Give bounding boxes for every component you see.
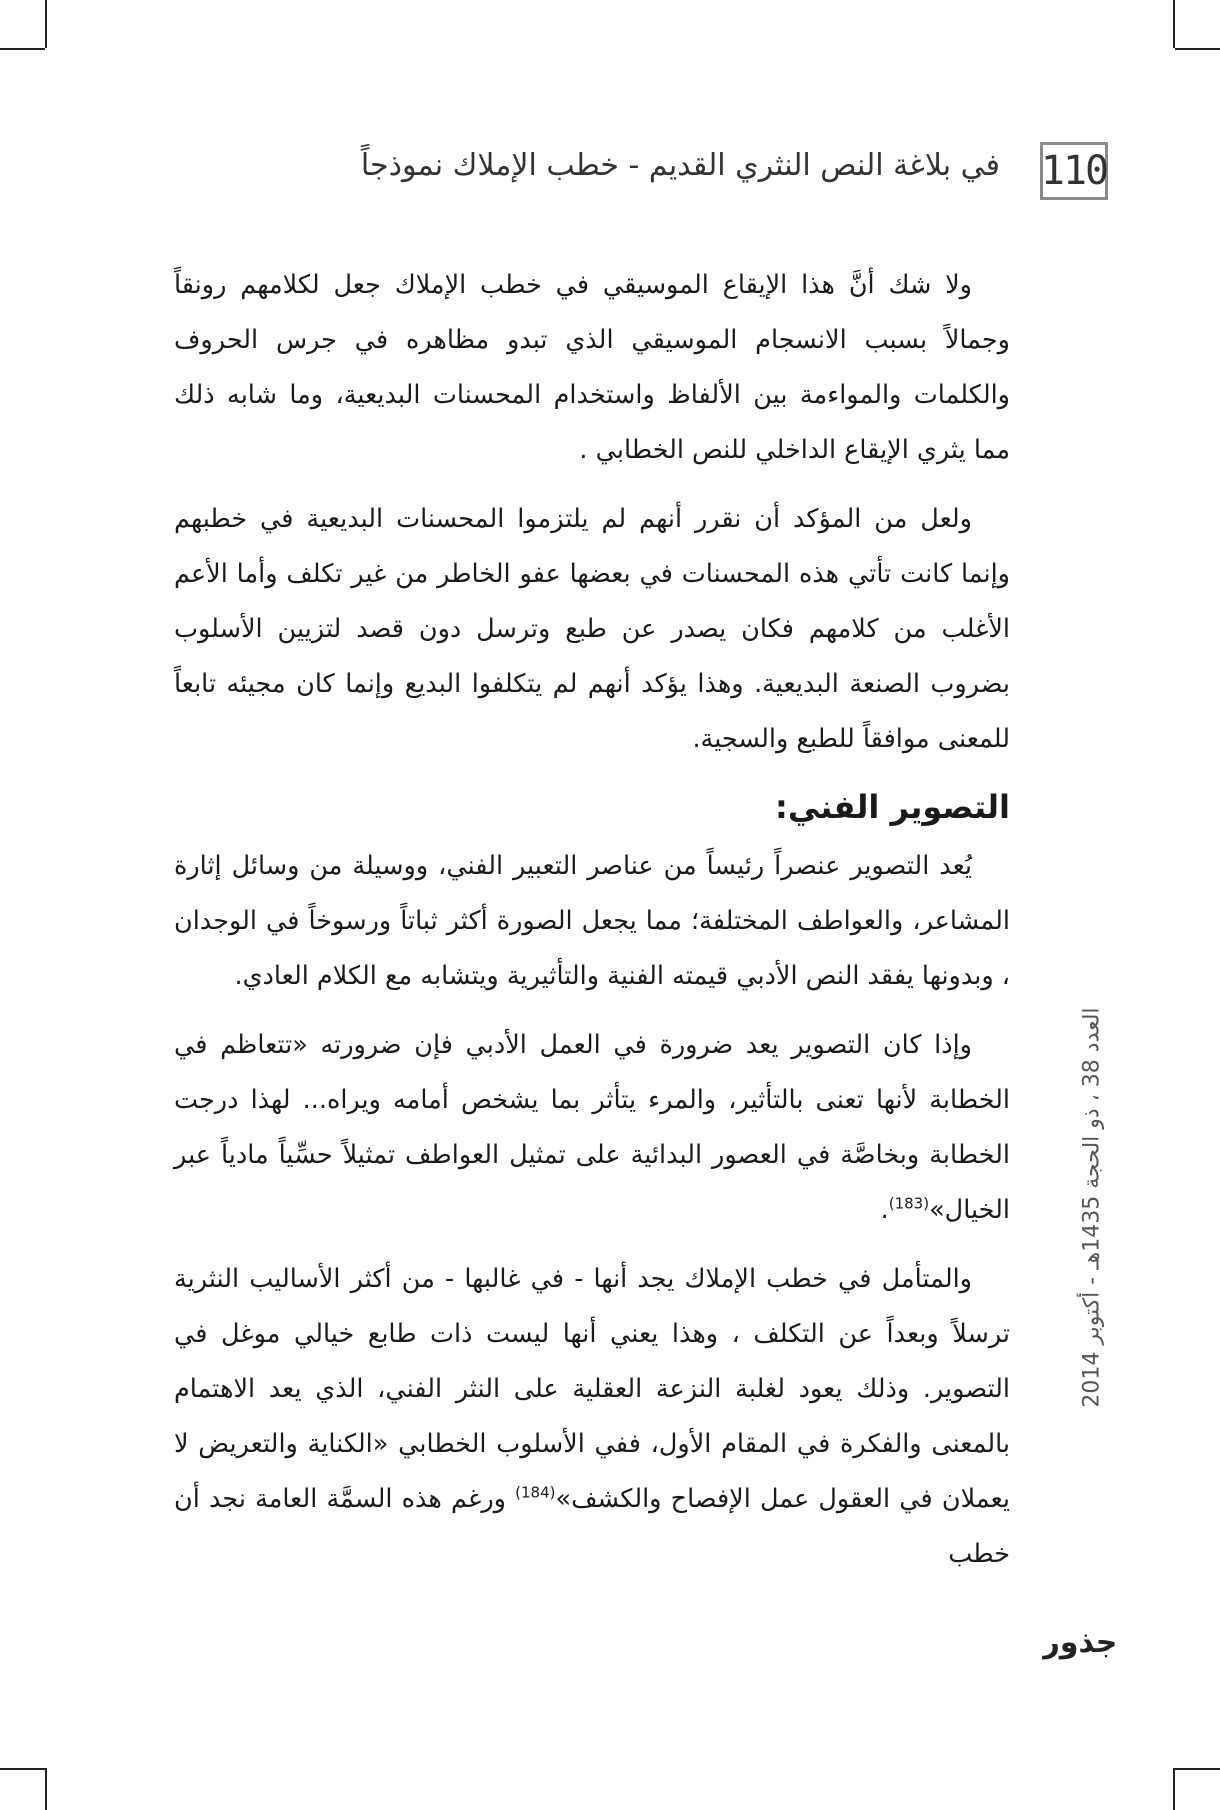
crop-mark bbox=[45, 0, 47, 48]
crop-mark bbox=[45, 1768, 47, 1810]
issue-sidebar bbox=[1080, 928, 1105, 1488]
paragraph-end: . bbox=[880, 1195, 889, 1225]
paragraph bbox=[174, 1018, 1010, 1238]
paragraph-text: ورغم هذه السمَّة العامة نجد أن خطب bbox=[174, 1484, 1010, 1569]
logo-text: جذور bbox=[1042, 1625, 1118, 1660]
footnote-ref[interactable]: (183) bbox=[888, 1194, 930, 1213]
crop-mark bbox=[1175, 1768, 1220, 1770]
paragraph: ولا شك أنَّ هذا الإيقاع الموسيقي في خطب الإملاك جعل لكلامهم رونقاً وجمالاً بسبب الانسجام الموسيقي الذي تبدو مظاهره في جرس الحروف والكلمات والمواءمة بين الألفاظ واستخدام المحسنات البديعية، وما شابه ذلك مما يثري الإيقاع الداخلي للنص الخطابي . bbox=[174, 270, 1010, 465]
paragraph-text: وإذا كان التصوير يعد ضرورة في العمل الأدبي فإن ضرورته «تتعاظم في الخطابة لأنها تعنى بالتأثير، والمرء يتأثر بما يشخص أمامه ويراه... لهذا درجت الخطابة وبخاصَّة في العصور البدائية على تمثيل العواطف تمثيلاً حسِّياً مادياً عبر الخيال» bbox=[174, 1030, 1010, 1225]
crop-mark bbox=[1173, 0, 1175, 48]
paragraph bbox=[174, 1252, 1010, 1582]
article-body bbox=[174, 258, 1010, 1596]
page-number: 110 bbox=[1040, 142, 1108, 200]
crop-mark bbox=[1175, 48, 1220, 50]
paragraph: ولعل من المؤكد أن نقرر أنهم لم يلتزموا المحسنات البديعية في خطبهم وإنما كانت تأتي هذه المحسنات في بعضها عفو الخاطر من غير تكلف وأما الأعم الأغلب من كلامهم فكان يصدر عن طبع وترسل دون قصد لتزيين الأسلوب بضروب الصنعة البديعية. وهذا يؤكد أنهم لم يتكلفوا البديع وإنما كان مجيئه تابعاً للمعنى موافقاً للطبع والسجية. bbox=[174, 504, 1010, 754]
footnote-ref[interactable]: (184) bbox=[515, 1483, 556, 1502]
crop-mark bbox=[0, 1768, 45, 1770]
section-heading: التصوير الفني: bbox=[775, 788, 1010, 826]
issue-info: العدد 38 ، ذو الحجة 1435هـ - أكتوبر 2014 bbox=[1079, 1007, 1105, 1408]
crop-mark bbox=[1173, 1768, 1175, 1810]
journal-logo bbox=[1042, 1618, 1118, 1664]
paragraph-text: والمتأمل في خطب الإملاك يجد أنها - في غالبها - من أكثر الأساليب النثرية ترسلاً وبعداً عن التكلف ، وهذا يعني أنها ليست ذات طابع خيالي موغل في التصوير. وذلك يعود لغلبة النزعة العقلية على النثر الفني، الذي يعد الاهتمام بالمعنى والفكرة في المقام الأول، ففي الأسلوب الخطابي «الكناية والتعريض لا يعملان في العقول عمل الإفصاح والكشف» bbox=[174, 1264, 1010, 1514]
running-head: في بلاغة النص النثري القديم - خطب الإملاك نموذجاً bbox=[360, 148, 1000, 183]
crop-mark bbox=[0, 48, 45, 50]
paragraph: يُعد التصوير عنصراً رئيساً من عناصر التعبير الفني، ووسيلة من وسائل إثارة المشاعر، والعواطف المختلفة؛ مما يجعل الصورة أكثر ثباتاً ورسوخاً في الوجدان ، وبدونها يفقد النص الأدبي قيمته الفنية والتأثيرية ويتشابه مع الكلام العادي. bbox=[174, 851, 1010, 991]
